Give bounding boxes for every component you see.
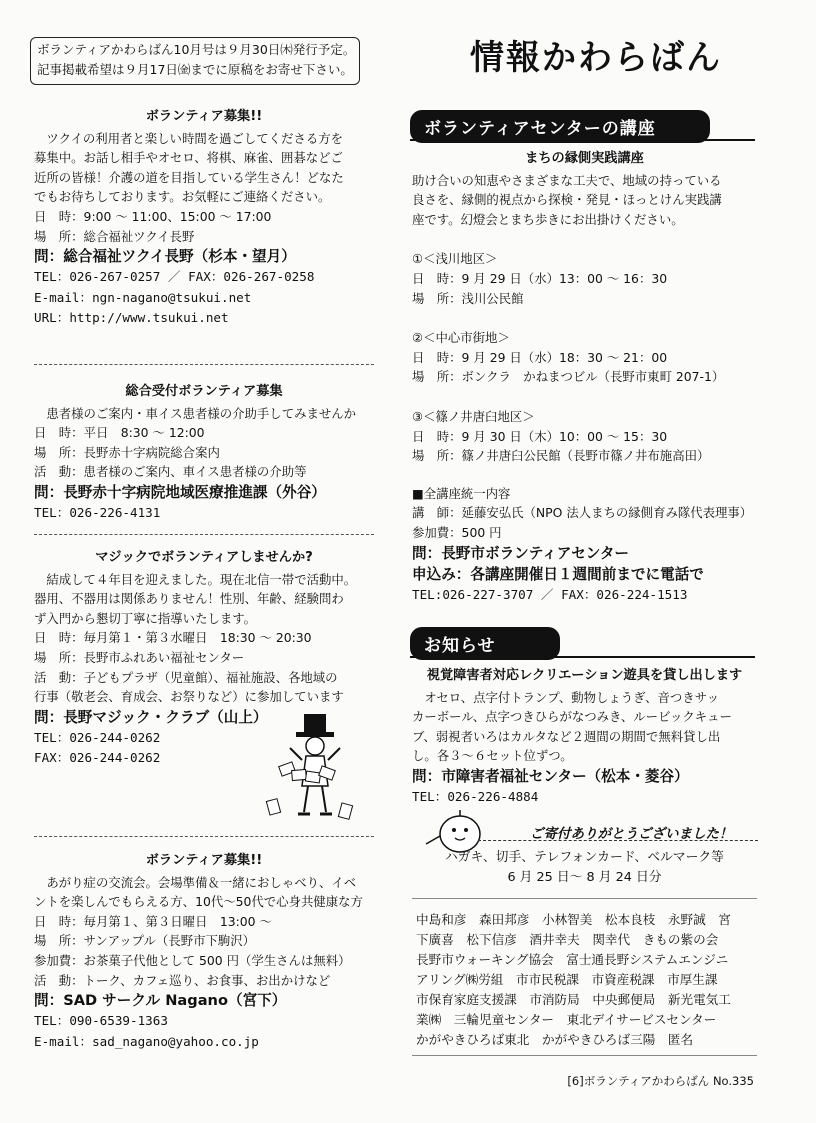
activity-line: 行事（敬老会、育成会、お祭りなど）に参加しています <box>34 689 344 705</box>
donor-line: 長野市ウォーキング協会 富士通長野システムエンジニ <box>416 952 729 967</box>
body-line: し。各３～６セット位ずつ。 <box>412 748 573 764</box>
contact-line: 問：長野市ボランティアセンター <box>412 544 630 562</box>
apply-line: 申込み：各講座開催日１週間前までに電話で <box>412 565 704 583</box>
deadline-notice-box <box>30 37 360 85</box>
course-subtitle: まちの縁側実践講座 <box>525 151 644 166</box>
place-line: 場 所：長野赤十字病院総合案内 <box>34 444 220 460</box>
session-date: 日 時：9 月 29 日（水）13：00 ～ 16：30 <box>412 270 668 286</box>
article-title: ボランティア募集!! <box>145 109 263 124</box>
tel: TEL：026-226-4131 <box>34 504 161 520</box>
article-tsukui <box>34 107 374 329</box>
body-line: オセロ、点字付トランプ、動物しょうぎ、音つきサッ <box>412 689 720 705</box>
notice-line-2: 記事掲載希望は９月17日㈮までに原稿をお寄せ下さい。 <box>37 62 353 77</box>
divider <box>34 534 374 535</box>
body-line: 患者様のご案内・車イス患者様の介助手してみませんか <box>34 405 357 421</box>
page-footer: [6]ボランティアかわらばん No.335 <box>567 1074 754 1088</box>
contact-line: 問：総合福祉ツクイ長野（杉本・望月） <box>34 248 296 266</box>
activity-line: 活 動：トーク、カフェ巡り、お食事、お出かけなど <box>34 972 331 988</box>
session-date: 日 時：9 月 30 日（木）10：00 ～ 15：30 <box>412 428 668 444</box>
session-area: ③＜篠ノ井唐臼地区＞ <box>412 408 535 424</box>
divider <box>412 898 757 899</box>
session-area: ②＜中心市街地＞ <box>412 330 510 346</box>
body-line: 助け合いの知恵やさまざまな工夫で、地域の持っている <box>412 172 722 188</box>
body-line: でもお待ちしております。お気軽にご連絡ください。 <box>34 189 331 205</box>
body-line: 座です。幻燈会とまち歩きにお出掛けください。 <box>412 211 684 227</box>
activity-line: 活 動：患者様のご案内、車イス患者様の介助等 <box>34 464 307 480</box>
donor-line: 下廣喜 松下信彦 酒井幸夫 関幸代 きもの紫の会 <box>416 932 719 947</box>
donor-line: 市保育家庭支援課 市消防局 中央郵便局 新光電気工 <box>416 992 731 1007</box>
session-area: ①＜浅川地区＞ <box>412 251 498 267</box>
contact-line: 問：市障害者福祉センター（松本・菱谷） <box>412 767 689 785</box>
magician-illustration <box>262 708 362 828</box>
donor-line: 業㈱ 三輪児童センター 東北デイサービスセンター <box>416 1012 717 1027</box>
body-line: ブ、弱視者いろはカルタなど２週間の期間で無料貸し出 <box>412 728 721 744</box>
tel: TEL：026-244-0262 <box>34 729 161 745</box>
thanks-items <box>412 848 757 888</box>
donor-line: 中島和彦 森田邦彦 小林智美 松本良枝 永野誠 宮 <box>416 912 731 927</box>
session-place: 場 所：篠ノ井唐臼公民館（長野市篠ノ井布施高田） <box>412 448 710 464</box>
tel: TEL：090-6539-1363 <box>34 1013 168 1029</box>
article-title: マジックでボランティアしませんか? <box>95 550 313 565</box>
body-line: 良さを、縁側的視点から探検・発見・ほっとけん実践講 <box>412 192 722 208</box>
fax: FAX：026-244-0262 <box>34 750 161 766</box>
body-line: 結成して４年目を迎えました。現在北信一帯で活動中。 <box>34 571 357 587</box>
lecturer-line: 講 師：延藤安弘氏（NPO 法人まちの縁側育み隊代表理事） <box>412 505 753 521</box>
article-sad-circle <box>34 851 374 1052</box>
body-line: 器用、不器用は関係ありません！性別、年齢、経験問わ <box>34 591 344 607</box>
notice-line-1: ボランティアかわらばん10月号は９月30日㈭発行予定。 <box>37 42 356 57</box>
date-line: 日 時：毎月第１・第３水曜日 18:30 ～ 20:30 <box>34 630 312 646</box>
tel-fax: TEL:026-227-3707 ／ FAX：026-224-1513 <box>412 586 688 602</box>
place-line: 場 所：サンアップル（長野市下駒沢） <box>34 933 256 949</box>
body-line: ず入門から懇切丁寧に指導いたします。 <box>34 610 257 626</box>
thanks-heading: ご寄付ありがとうございました！ <box>530 826 733 842</box>
common-heading: ■全講座統一内容 <box>412 485 511 501</box>
tel: TEL：026-226-4884 <box>412 788 539 804</box>
date-line: 日 時：9:00 ～ 11:00、15:00 ～ 17:00 <box>34 208 272 224</box>
place-line: 場 所：総合福祉ツクイ長野 <box>34 228 195 244</box>
body-line: ツクイの利用者と楽しい時間を過ごしてくださる方を <box>34 130 344 146</box>
course-section-heading: ボランティアセンターの講座 <box>410 110 710 143</box>
news-section <box>412 666 757 807</box>
donor-list <box>416 910 756 1050</box>
body-line: 募集中。お話し相手やオセロ、将棋、麻雀、囲碁などご <box>34 150 343 166</box>
divider <box>412 1055 757 1056</box>
body-line: カーボール、点字つきひらがなつみき、ルービックキュー <box>412 709 732 725</box>
session-place: 場 所：ボンクラ かねまつビル（長野市東町 207-1） <box>412 369 725 385</box>
page-title: 情報かわらばん <box>470 38 722 78</box>
news-subtitle: 視覚障害者対応レクリエーション遊具を貸し出します <box>426 668 743 683</box>
date-line: 日 時：平日 8:30 ～ 12:00 <box>34 425 205 441</box>
tel-fax: TEL：026-267-0257 ／ FAX：026-267-0258 <box>34 269 315 285</box>
date-line: 日 時：毎月第１、第３日曜日 13:00 ～ <box>34 913 272 929</box>
session-date: 日 時：9 月 29 日（水）18：30 ～ 21：00 <box>412 349 668 365</box>
donor-line: かがやきひろば東北 かがやきひろば三陽 匿名 <box>416 1032 694 1047</box>
article-red-cross <box>34 382 374 523</box>
contact-line: 問：SAD サークル Nagano（宮下） <box>34 992 287 1010</box>
divider <box>34 836 374 837</box>
session-place: 場 所：浅川公民館 <box>412 290 524 306</box>
course-section <box>412 149 757 605</box>
contact-line: 問：長野マジック・クラブ（山上） <box>34 708 268 726</box>
place-line: 場 所：長野市ふれあい福祉センター <box>34 649 245 665</box>
donor-line: アリング㈱労組 市市民税課 市資産税課 市厚生課 <box>416 972 718 987</box>
article-title: 総合受付ボランティア募集 <box>125 384 283 399</box>
body-line: あがり症の交流会。会場準備＆一緒におしゃべり、イベ <box>34 874 357 890</box>
body-line: ントを楽しんでもらえる方、10代～50代で心身共健康な方 <box>34 894 363 910</box>
email[interactable]: E-mail：sad_nagano@yahoo.co.jp <box>34 1033 259 1049</box>
article-title: ボランティア募集!! <box>145 853 263 868</box>
fee-line: 参加費：お茶菓子代他として 500 円（学生さんは無料） <box>34 952 351 968</box>
divider <box>34 364 374 365</box>
url-link[interactable]: URL：http://www.tsukui.net <box>34 310 229 326</box>
email[interactable]: E-mail：ngn-nagano@tsukui.net <box>34 289 252 305</box>
donation-period: 6 月 25 日～ 8 月 24 日分 <box>507 870 662 885</box>
contact-line: 問：長野赤十字病院地域医療推進課（外谷） <box>34 483 326 501</box>
fee-line: 参加費：500 円 <box>412 524 502 540</box>
donation-items: ハガキ、切手、テレフォンカード、ベルマーク等 <box>445 850 724 865</box>
news-section-heading: お知らせ <box>410 627 560 660</box>
body-line: 近所の皆様！介護の道を目指している学生さん！どなた <box>34 169 344 185</box>
activity-line: 活 動：子どもプラザ（児童館）、福祉施設、各地域の <box>34 669 338 685</box>
